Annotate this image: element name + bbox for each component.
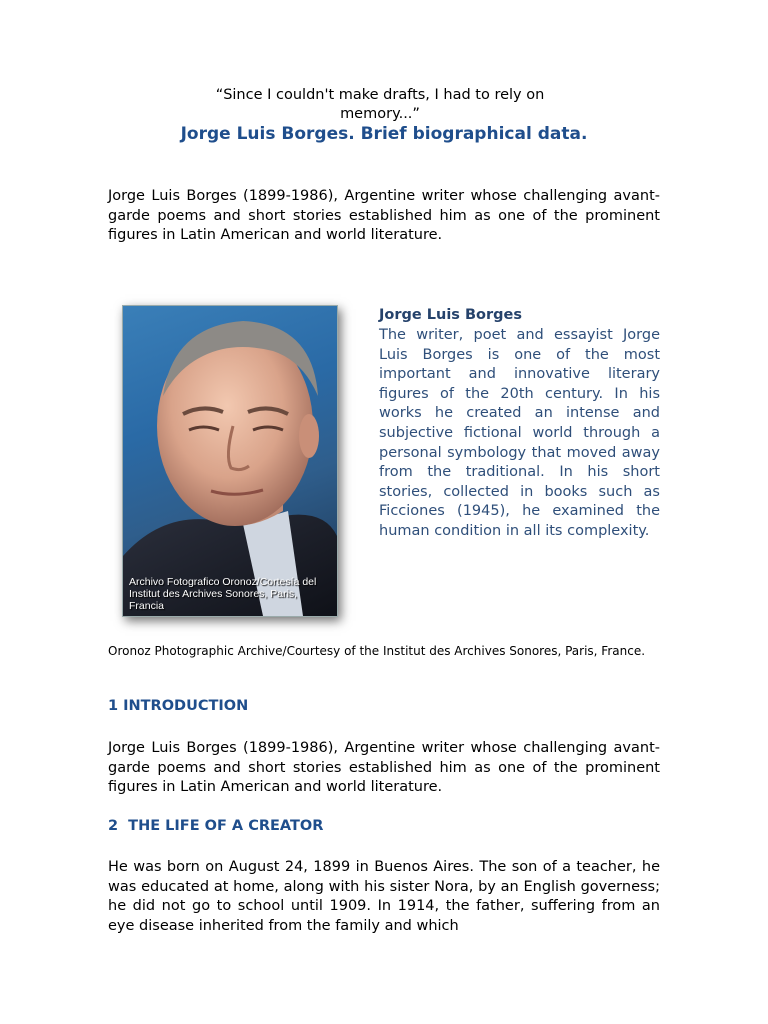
- section-paragraph-life: He was born on August 24, 1899 in Buenos Aires. The son of a teacher, he was educated at home, along with his sister Nora, by an English governess; he did not go to school until 1909. In 1914, the father, suffering from an eye disease inherited from the family and which: [108, 859, 660, 935]
- portrait-photo: [122, 305, 338, 617]
- epigraph-quote: “Since I couldn't make drafts, I had to rely on memory...”: [215, 87, 545, 122]
- section-heading-life: 2 THE LIFE OF A CREATOR: [108, 818, 324, 834]
- photo-credit-overlay: Archivo Fotografico Oronoz/Cortesía del Institut des Archives Sonores, Paris, Francia: [129, 576, 317, 612]
- section-heading-introduction: 1 INTRODUCTION: [108, 698, 249, 714]
- photo-caption: Oronoz Photographic Archive/Courtesy of the Institut des Archives Sonores, Paris, France.: [108, 644, 646, 658]
- sidebar-text: The writer, poet and essayist Jorge Luis Borges is one of the most important and innovative literary figures of the 20th century. In his works he created an intense and subjective fictional world through a personal symbology that moved away from the traditional. In his short stories, collected in books such as Ficciones (1945), he examined the human condition in all its complexity.: [379, 327, 660, 539]
- portrait-illustration: [123, 306, 337, 616]
- sidebar-name: Jorge Luis Borges: [379, 307, 522, 323]
- section-paragraph-introduction: Jorge Luis Borges (1899-1986), Argentine writer whose challenging avant-garde poems and short stories established him as one of the prominent figures in Latin American and world literature.: [108, 740, 660, 796]
- document-title: Jorge Luis Borges. Brief biographical data.: [180, 124, 588, 144]
- intro-paragraph: Jorge Luis Borges (1899-1986), Argentine writer whose challenging avant-garde poems and short stories established him as one of the prominent figures in Latin American and world literature.: [108, 188, 660, 244]
